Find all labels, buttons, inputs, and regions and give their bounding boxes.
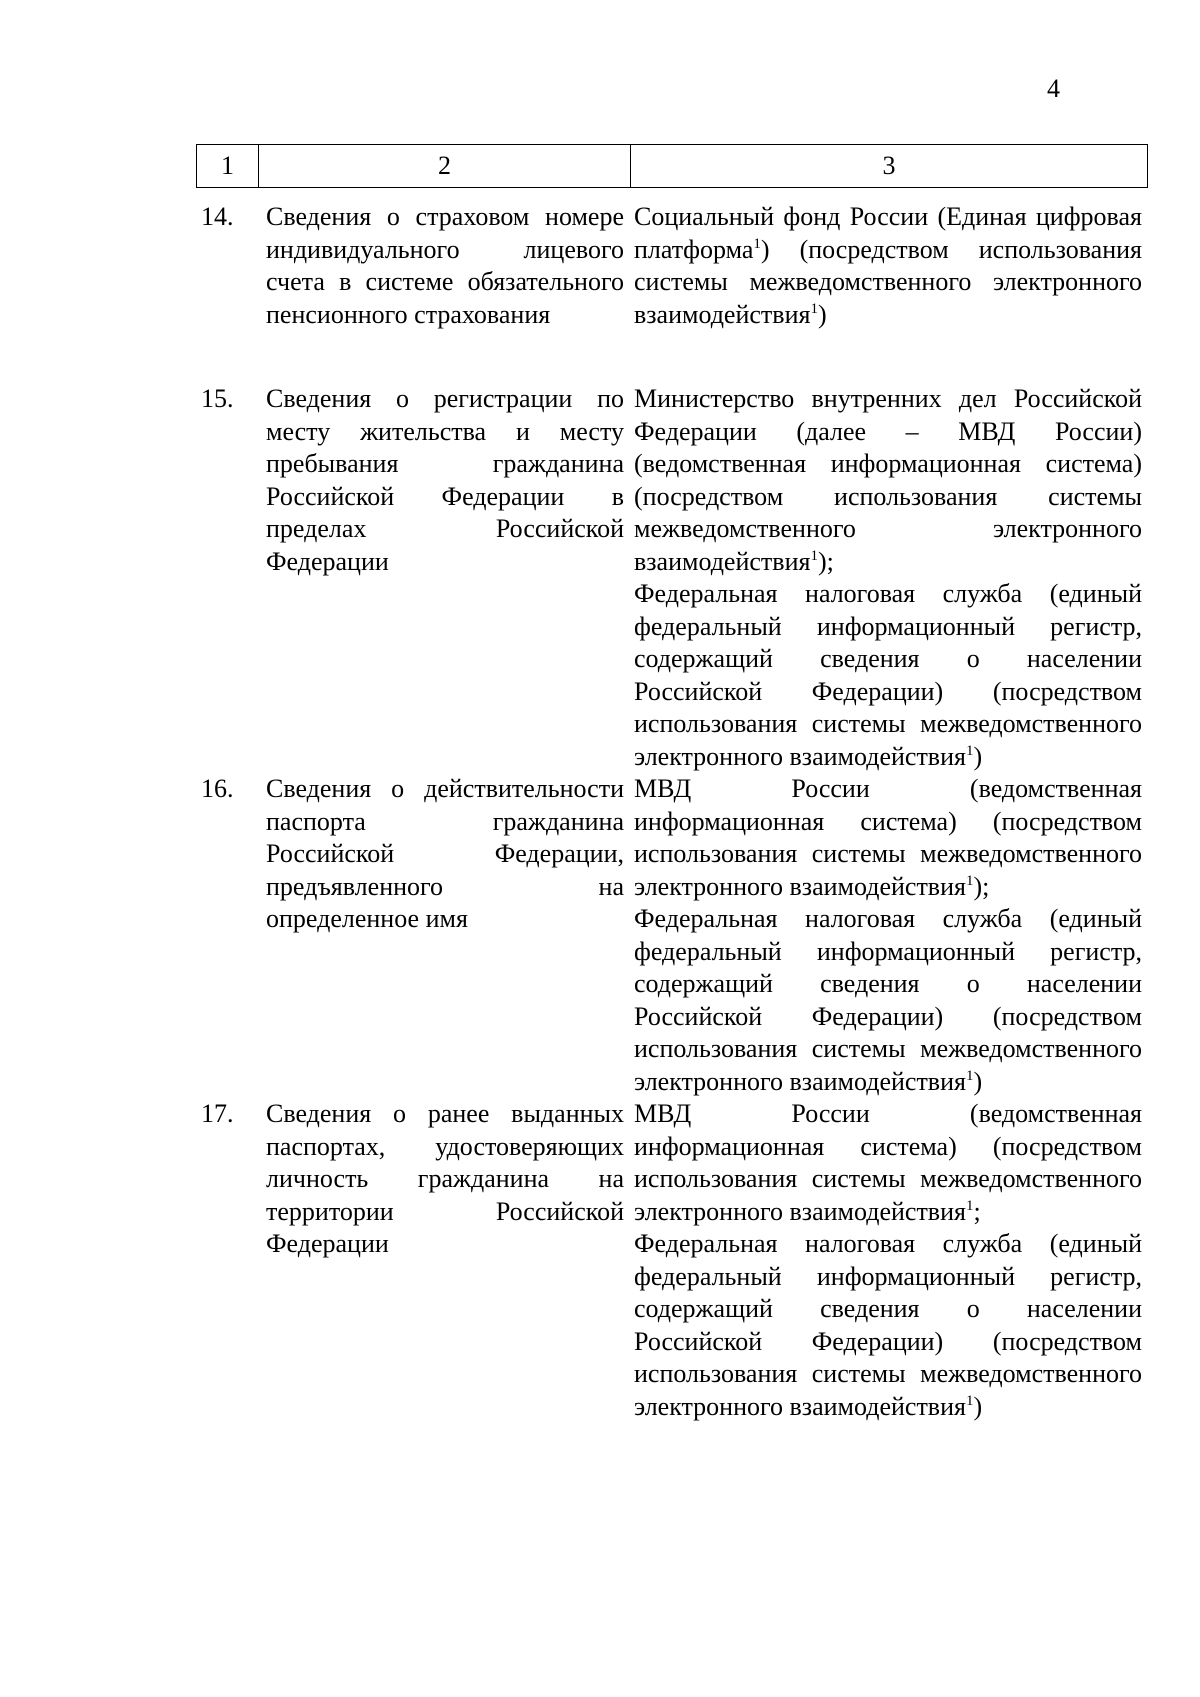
source-paragraph: Федеральная налоговая служба (единый федеральный информационный регистр, содержащий сведения о населении Российской Федерации) (посредством использования системы межведомственного электронного взаимодействия$^1$) (634, 579, 1142, 771)
row-number: 16. (201, 774, 234, 803)
source-paragraph: Министерство внутренних дел Российской Федерации (далее – МВД России) (ведомственная информационная система) (посредством использования системы межведомственного электронного взаимодействия$^1$); (634, 384, 1142, 576)
table-header (196, 144, 1148, 188)
source-paragraph: МВД России (ведомственная информационная система) (посредством использования системы межведомственного электронного взаимодействия$^1$; (634, 1099, 1142, 1226)
row-info-text: Сведения о действительности паспорта гражданина Российской Федерации, предъявленного на определенное имя (266, 774, 624, 933)
header-col-2: 2 (259, 145, 631, 187)
row-source-cell (630, 383, 1148, 773)
source-paragraph: Социальный фонд России (Единая цифровая платформа$^1$) (посредством использования системы межведомственного электронного взаимодействия$^1$) (634, 202, 1142, 329)
header-col-3: 3 (882, 151, 896, 180)
table-row (196, 773, 1148, 1098)
header-col-1: 1 (197, 145, 259, 187)
table-row (196, 383, 1148, 773)
row-number: 15. (201, 384, 234, 413)
row-number: 17. (201, 1099, 234, 1128)
row-source-cell (630, 773, 1148, 1098)
source-paragraph: Федеральная налоговая служба (единый федеральный информационный регистр, содержащий сведения о населении Российской Федерации) (посредством использования системы межведомственного электронного взаимодействия$^1$) (634, 904, 1142, 1096)
row-info-text: Сведения о регистрации по месту жительства и месту пребывания гражданина Российской Федерации в пределах Российской Федерации (266, 384, 624, 576)
row-source-cell (630, 1098, 1148, 1423)
source-paragraph: МВД России (ведомственная информационная система) (посредством использования системы межведомственного электронного взаимодействия$^1$); (634, 774, 1142, 901)
table-row (196, 201, 1148, 383)
source-paragraph: Федеральная налоговая служба (единый федеральный информационный регистр, содержащий сведения о населении Российской Федерации) (посредством использования системы межведомственного электронного взаимодействия$^1$) (634, 1229, 1142, 1421)
row-number: 14. (201, 202, 234, 231)
table-body (196, 201, 1148, 1423)
row-source-cell (630, 201, 1148, 383)
row-info-text: Сведения о ранее выданных паспортах, удостоверяющих личность гражданина на территории Российской Федерации (266, 1099, 624, 1258)
table-row (196, 1098, 1148, 1423)
row-info-text: Сведения о страховом номере индивидуального лицевого счета в системе обязательного пенсионного страхования (266, 202, 624, 329)
page-number: 4 (1047, 74, 1060, 103)
